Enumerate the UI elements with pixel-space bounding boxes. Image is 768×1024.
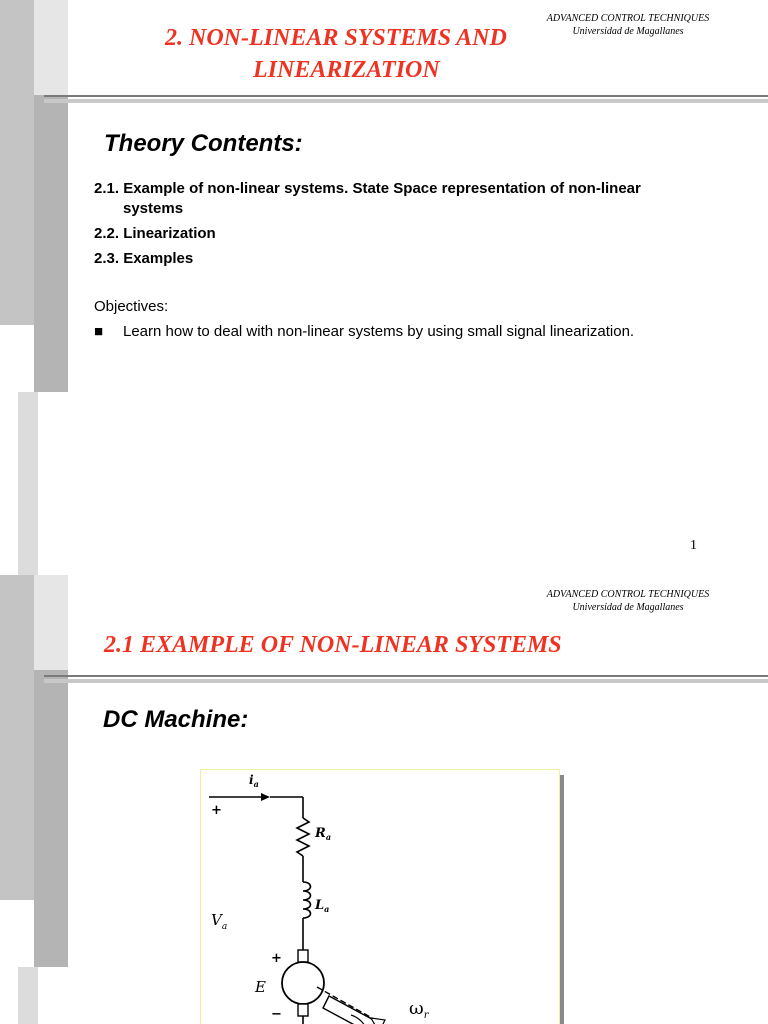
section-heading: Theory Contents:	[104, 130, 303, 157]
armature-icon	[282, 962, 324, 1004]
current-arrow-head	[261, 793, 270, 801]
slide-decoration-strip	[34, 0, 68, 95]
dc-machine-circuit-figure	[200, 769, 560, 1024]
contents-item-number: 2.2.	[94, 225, 120, 242]
course-header	[500, 588, 756, 614]
objective-item	[94, 323, 634, 340]
course-name: ADVANCED CONTROL TECHNIQUES	[546, 589, 710, 600]
contents-item-text: Linearization	[123, 225, 216, 242]
contents-item-continuation: systems	[123, 200, 184, 217]
course-header	[500, 12, 756, 38]
slide-title: 2.1 EXAMPLE OF NON-LINEAR SYSTEMS	[104, 632, 562, 658]
contents-list	[94, 179, 744, 274]
contents-item-text: Example of non-linear systems. State Space representation of non-linear	[123, 180, 641, 197]
emf-label: E	[255, 978, 266, 996]
slide-decoration-strip	[18, 392, 38, 575]
voltage-label: $V_a$	[211, 911, 228, 932]
slide-decoration-strip	[0, 0, 34, 325]
emf-plus-label: +	[271, 951, 282, 966]
speed-label: $\omega_r$	[409, 998, 429, 1021]
dc-machine-circuit-diagram	[201, 770, 559, 1024]
slide-decoration-strip	[34, 575, 68, 670]
inductor-label: $L_a$	[315, 898, 330, 914]
slide-title-line-2: LINEARIZATION	[253, 57, 440, 83]
objective-text: Learn how to deal with non-linear systems by using small signal linearization.	[123, 323, 635, 340]
slide-decoration-strip	[0, 575, 34, 900]
course-name: ADVANCED CONTROL TECHNIQUES	[546, 13, 710, 24]
slide-decoration-strip	[34, 95, 68, 392]
contents-item	[94, 179, 744, 219]
section-heading: DC Machine:	[103, 706, 249, 733]
contents-item-text: Examples	[123, 250, 194, 267]
bullet-square-icon: ■	[94, 323, 104, 340]
slide-title	[165, 22, 535, 86]
university-name: Universidad de Magallanes	[572, 602, 684, 613]
contents-item-number: 2.3.	[94, 250, 120, 267]
contents-item	[94, 224, 744, 244]
current-label: $i_a$	[249, 773, 259, 789]
contents-item	[94, 249, 744, 269]
university-name: Universidad de Magallanes	[572, 26, 684, 37]
slide-decoration-strip	[18, 967, 38, 1024]
contents-item-number: 2.1.	[94, 180, 120, 197]
resistor-icon	[297, 818, 309, 856]
plus-terminal-label: +	[211, 803, 222, 818]
objectives-label: Objectives:	[94, 298, 169, 315]
minus-terminal-label: −	[271, 1007, 282, 1022]
slide-decoration-strip	[34, 670, 68, 967]
title-divider-shadow	[44, 679, 768, 683]
title-divider	[44, 675, 768, 677]
brush-top	[298, 950, 308, 962]
slide-2	[0, 575, 768, 1024]
title-divider	[44, 95, 768, 97]
page-number: 1	[690, 538, 697, 553]
slide-title-line-1: 2. NON-LINEAR SYSTEMS AND	[165, 25, 507, 51]
inductor-icon	[303, 882, 311, 918]
resistor-label: $R_a$	[315, 826, 331, 842]
title-divider-shadow	[44, 99, 768, 103]
brush-bottom	[298, 1004, 308, 1016]
